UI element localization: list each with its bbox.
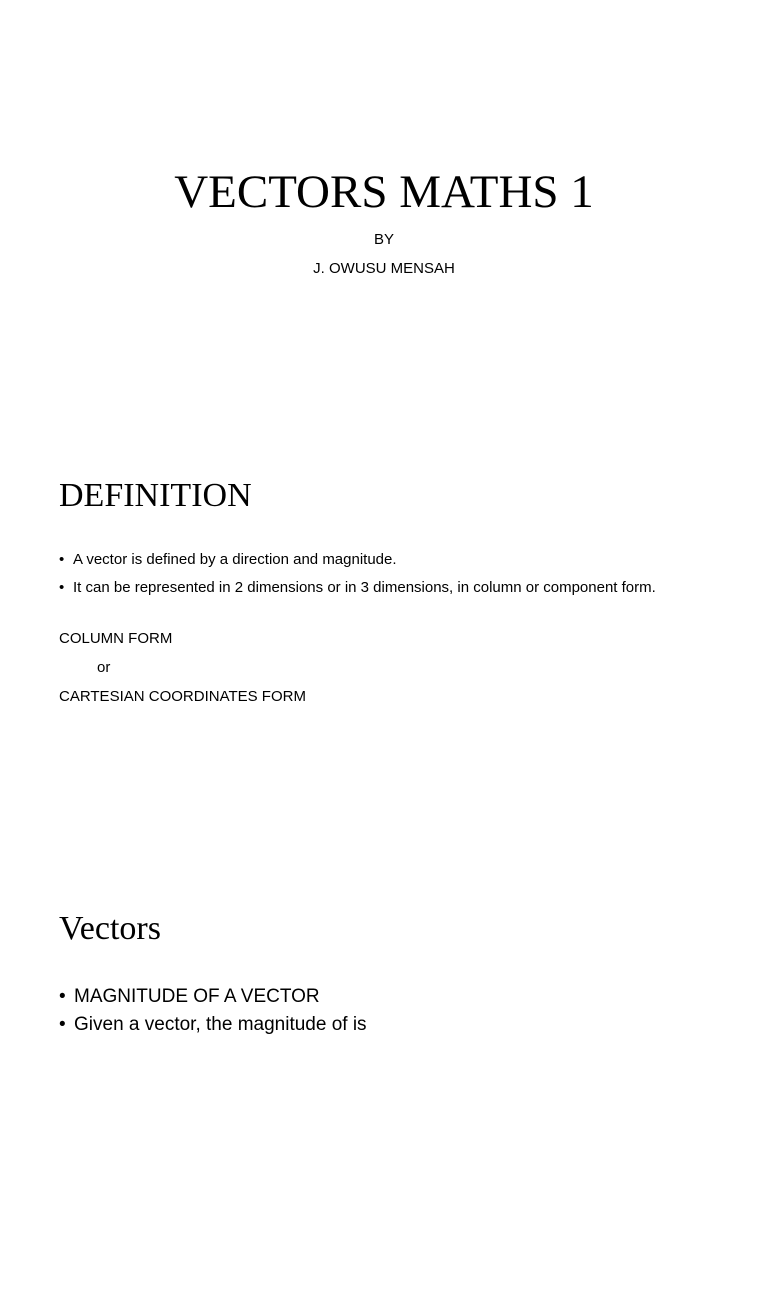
bullet-icon: • [59,551,65,568]
list-item [59,578,659,598]
vectors-heading: Vectors [59,910,161,947]
bullet-icon: • [59,579,65,596]
vectors-slide [0,864,768,1296]
definition-bullet-list [59,550,659,606]
cartesian-form-label: CARTESIAN COORDINATES FORM [59,688,306,705]
list-item [59,984,659,1010]
vectors-bullet-list [59,984,659,1040]
by-label: BY [373,231,394,248]
title-slide [0,0,768,432]
bullet-icon: • [59,986,66,1007]
list-item [59,550,659,570]
bullet-text: MAGNITUDE OF A VECTOR [74,986,320,1007]
bullet-text: A vector is defined by a direction and magnitude. [73,551,397,568]
bullet-icon: • [59,1014,66,1035]
column-form-label: COLUMN FORM [59,630,173,647]
definition-heading: DEFINITION [59,477,252,514]
bullet-text: Given a vector, the magnitude of is [74,1014,367,1035]
definition-slide [0,432,768,864]
author-name: J. OWUSU MENSAH [313,260,455,277]
list-item [59,1012,659,1038]
document-title: VECTORS MATHS 1 [174,166,594,218]
bullet-text: It can be represented in 2 dimensions or in 3 dimensions, in column or component form. [73,579,656,596]
or-label: or [97,659,111,676]
